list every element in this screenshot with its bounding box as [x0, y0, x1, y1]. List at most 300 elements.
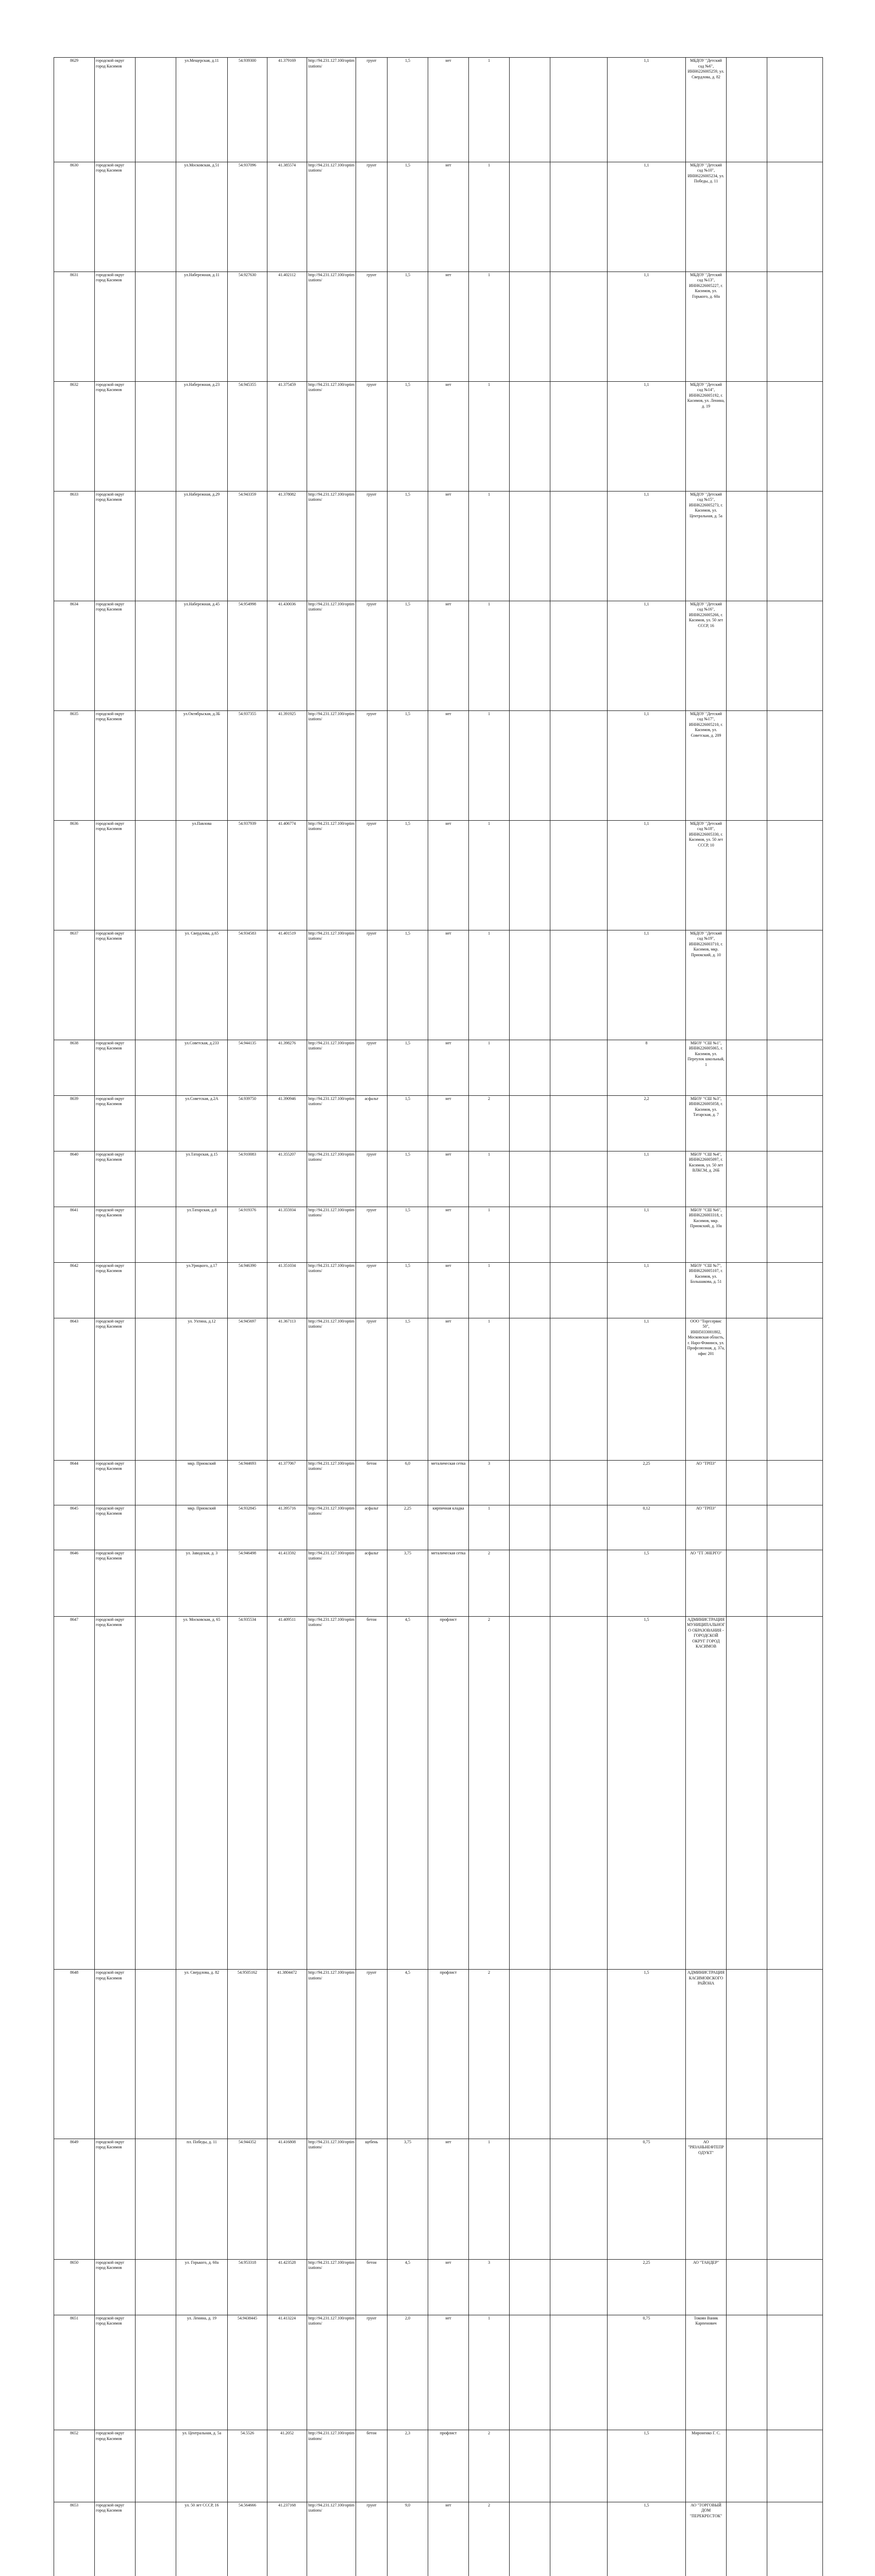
- empty-cell: [727, 1460, 767, 1505]
- latitude: 54.932845: [228, 1505, 267, 1550]
- person-name: [767, 272, 823, 381]
- empty-cell: [510, 1550, 550, 1616]
- address: ул.Октябрьская, д.3Б: [176, 710, 228, 820]
- fence-type: нет: [428, 58, 469, 162]
- map-link: http://94.231.127.100/optimizations/: [307, 1040, 356, 1095]
- map-link: http://94.231.127.100/optimizations/: [307, 58, 356, 162]
- container-count: 2: [469, 1616, 510, 1970]
- empty-cell: [550, 1262, 608, 1318]
- record-id: 8647: [54, 1616, 95, 1970]
- container-count: 2: [469, 1550, 510, 1616]
- empty-cell: [550, 1505, 608, 1550]
- empty-cell: [727, 491, 767, 601]
- longitude: 41.355934: [267, 1207, 307, 1262]
- fence-type: профлист: [428, 2430, 469, 2502]
- longitude: 41.367113: [267, 1318, 307, 1460]
- registry-table: [54, 57, 823, 2576]
- container-count: 1: [469, 1207, 510, 1262]
- address: ул.Татарская, д.15: [176, 1151, 228, 1207]
- address: ул. Ухтина, д.12: [176, 1318, 228, 1460]
- person-name: [767, 710, 823, 820]
- district-name: городской округ город Касимов: [95, 1095, 136, 1151]
- table-row: [54, 2315, 823, 2430]
- owner-details: МБДОУ "Детский сад №14", ИНН6226005192, г. Касимов, ул. Ленина, д. 19: [686, 381, 727, 491]
- empty-cell: [136, 2430, 176, 2502]
- fence-type: нет: [428, 2139, 469, 2259]
- empty-cell: [550, 162, 608, 272]
- fence-type: нет: [428, 1040, 469, 1095]
- address: ул.Татарская, д.8: [176, 1207, 228, 1262]
- area-value: 3,75: [388, 2139, 428, 2259]
- map-link: http://94.231.127.100/optimizations/: [307, 2259, 356, 2315]
- table-row: [54, 2259, 823, 2315]
- map-link: http://94.231.127.100/optimizations/: [307, 820, 356, 930]
- empty-cell: [136, 1262, 176, 1318]
- owner-details: АО "ТТ ЭНЕРГО": [686, 1550, 727, 1616]
- latitude: 54.564666: [228, 2502, 267, 2576]
- empty-cell: [727, 2315, 767, 2430]
- empty-cell: [727, 58, 767, 162]
- person-name: [767, 820, 823, 930]
- latitude: 54.944352: [228, 2139, 267, 2259]
- record-id: 8631: [54, 272, 95, 381]
- map-link: http://94.231.127.100/optimizations/: [307, 2430, 356, 2502]
- empty-cell: [136, 1616, 176, 1970]
- container-volume: 0,75: [608, 2315, 686, 2430]
- container-count: 1: [469, 491, 510, 601]
- empty-cell: [510, 1970, 550, 2139]
- map-link: http://94.231.127.100/optimizations/: [307, 2502, 356, 2576]
- latitude: 54.944135: [228, 1040, 267, 1095]
- container-volume: 0,75: [608, 2139, 686, 2259]
- empty-cell: [136, 1460, 176, 1505]
- surface-type: грунт: [356, 601, 388, 710]
- latitude: 54.5526: [228, 2430, 267, 2502]
- table-row: [54, 1970, 823, 2139]
- container-count: 1: [469, 601, 510, 710]
- empty-cell: [550, 1970, 608, 2139]
- owner-details: МБОУ "СШ №6", ИНН6226003318, г. Касимов, мкр. Приокский, д. 10а: [686, 1207, 727, 1262]
- person-name: [767, 58, 823, 162]
- table-row: [54, 1040, 823, 1095]
- record-id: 8653: [54, 2502, 95, 2576]
- area-value: 1,5: [388, 1040, 428, 1095]
- surface-type: грунт: [356, 2315, 388, 2430]
- empty-cell: [727, 2259, 767, 2315]
- empty-cell: [550, 1550, 608, 1616]
- surface-type: грунт: [356, 1970, 388, 2139]
- owner-details: АО "ТРПЗ": [686, 1460, 727, 1505]
- owner-details: МБДОУ "Детский сад №19", ИНН6226003710, г. Касимов, мкр. Приокский, д. 10: [686, 930, 727, 1040]
- record-id: 8639: [54, 1095, 95, 1151]
- area-value: 1,5: [388, 58, 428, 162]
- latitude: 54.910083: [228, 1151, 267, 1207]
- record-id: 8633: [54, 491, 95, 601]
- container-count: 1: [469, 58, 510, 162]
- empty-cell: [136, 2259, 176, 2315]
- empty-cell: [136, 601, 176, 710]
- map-link: http://94.231.127.100/optimizations/: [307, 601, 356, 710]
- longitude: 41.398276: [267, 1040, 307, 1095]
- empty-cell: [136, 820, 176, 930]
- surface-type: грунт: [356, 1040, 388, 1095]
- owner-details: МБДОУ "Детский сад №13", ИНН6226005227, г. Касимов, ул. Горького, д. 60а: [686, 272, 727, 381]
- fence-type: металическая сетка: [428, 1460, 469, 1505]
- map-link: http://94.231.127.100/optimizations/: [307, 491, 356, 601]
- empty-cell: [510, 2139, 550, 2259]
- table-row: [54, 491, 823, 601]
- longitude: 41.402112: [267, 272, 307, 381]
- empty-cell: [136, 381, 176, 491]
- area-value: 1,5: [388, 1095, 428, 1151]
- district-name: городской округ город Касимов: [95, 2315, 136, 2430]
- table-row: [54, 1505, 823, 1550]
- record-id: 8642: [54, 1262, 95, 1318]
- person-name: [767, 1970, 823, 2139]
- surface-type: асфальт: [356, 1095, 388, 1151]
- person-name: [767, 491, 823, 601]
- person-name: [767, 1151, 823, 1207]
- district-name: городской округ город Касимов: [95, 491, 136, 601]
- person-name: [767, 1460, 823, 1505]
- owner-details: МБДОУ "Детский сад №18", ИНН6226005330, г. Касимов, ул. 50 лет СССР, 10: [686, 820, 727, 930]
- surface-type: грунт: [356, 162, 388, 272]
- empty-cell: [510, 2315, 550, 2430]
- person-name: [767, 2315, 823, 2430]
- map-link: http://94.231.127.100/optimizations/: [307, 1151, 356, 1207]
- person-name: [767, 162, 823, 272]
- address: ул. Ленина, д. 19: [176, 2315, 228, 2430]
- record-id: 8641: [54, 1207, 95, 1262]
- latitude: 54.943359: [228, 491, 267, 601]
- area-value: 4,5: [388, 2259, 428, 2315]
- longitude: 41.385574: [267, 162, 307, 272]
- district-name: городской округ город Касимов: [95, 2502, 136, 2576]
- fence-type: нет: [428, 162, 469, 272]
- table-row: [54, 272, 823, 381]
- latitude: 54.934583: [228, 930, 267, 1040]
- empty-cell: [136, 1505, 176, 1550]
- empty-cell: [510, 1095, 550, 1151]
- empty-cell: [550, 2139, 608, 2259]
- latitude: 54.937096: [228, 162, 267, 272]
- latitude: 54.937939: [228, 820, 267, 930]
- fence-type: кирпичная кладка: [428, 1505, 469, 1550]
- table-row: [54, 1095, 823, 1151]
- empty-cell: [510, 1040, 550, 1095]
- area-value: 3,75: [388, 1550, 428, 1616]
- latitude: 54.927630: [228, 272, 267, 381]
- container-count: 1: [469, 710, 510, 820]
- container-volume: 1,5: [608, 2502, 686, 2576]
- map-link: http://94.231.127.100/optimizations/: [307, 2315, 356, 2430]
- table-row: [54, 1207, 823, 1262]
- record-id: 8646: [54, 1550, 95, 1616]
- owner-details: МБДОУ "Детский сад №17", ИНН6226005210, г. Касимов, ул. Советская, д. 209: [686, 710, 727, 820]
- empty-cell: [727, 1505, 767, 1550]
- district-name: городской округ город Касимов: [95, 1550, 136, 1616]
- container-volume: 1,1: [608, 58, 686, 162]
- fence-type: профлист: [428, 1970, 469, 2139]
- surface-type: асфальт: [356, 1550, 388, 1616]
- empty-cell: [136, 1207, 176, 1262]
- empty-cell: [550, 930, 608, 1040]
- longitude: 41.416808: [267, 2139, 307, 2259]
- latitude: 54.954998: [228, 601, 267, 710]
- table-row: [54, 1616, 823, 1970]
- record-id: 8643: [54, 1318, 95, 1460]
- fence-type: нет: [428, 710, 469, 820]
- fence-type: нет: [428, 381, 469, 491]
- record-id: 8644: [54, 1460, 95, 1505]
- fence-type: нет: [428, 930, 469, 1040]
- empty-cell: [727, 1151, 767, 1207]
- surface-type: грунт: [356, 710, 388, 820]
- fence-type: металическая сетка: [428, 1550, 469, 1616]
- address: ул.Набережная, д.11: [176, 272, 228, 381]
- empty-cell: [550, 491, 608, 601]
- map-link: http://94.231.127.100/optimizations/: [307, 1207, 356, 1262]
- container-count: 2: [469, 2430, 510, 2502]
- table-row: [54, 601, 823, 710]
- person-name: [767, 2502, 823, 2576]
- owner-details: МБОУ "СШ №3", ИНН6226005058, г. Касимов, ул. Татарская, д. 7: [686, 1095, 727, 1151]
- map-link: http://94.231.127.100/optimizations/: [307, 1616, 356, 1970]
- empty-cell: [727, 1207, 767, 1262]
- empty-cell: [550, 2430, 608, 2502]
- record-id: 8635: [54, 710, 95, 820]
- longitude: 41.391925: [267, 710, 307, 820]
- district-name: городской округ город Касимов: [95, 2139, 136, 2259]
- container-volume: 1,1: [608, 162, 686, 272]
- empty-cell: [136, 710, 176, 820]
- empty-cell: [136, 1318, 176, 1460]
- empty-cell: [550, 1318, 608, 1460]
- area-value: 1,5: [388, 1207, 428, 1262]
- fence-type: нет: [428, 1095, 469, 1151]
- latitude: 54.946390: [228, 1262, 267, 1318]
- container-count: 1: [469, 820, 510, 930]
- area-value: 4,5: [388, 1970, 428, 2139]
- empty-cell: [727, 1262, 767, 1318]
- map-link: http://94.231.127.100/optimizations/: [307, 1460, 356, 1505]
- fence-type: нет: [428, 1207, 469, 1262]
- empty-cell: [510, 1318, 550, 1460]
- empty-cell: [510, 272, 550, 381]
- container-count: 1: [469, 2139, 510, 2259]
- longitude: 41.379169: [267, 58, 307, 162]
- longitude: 41.2052: [267, 2430, 307, 2502]
- surface-type: грунт: [356, 1207, 388, 1262]
- area-value: 1,5: [388, 601, 428, 710]
- area-value: 1,5: [388, 491, 428, 601]
- table-row: [54, 58, 823, 162]
- container-volume: 1,1: [608, 710, 686, 820]
- address: ул. Свердлова, д. 82: [176, 1970, 228, 2139]
- container-count: 1: [469, 2315, 510, 2430]
- container-count: 1: [469, 381, 510, 491]
- record-id: 8632: [54, 381, 95, 491]
- area-value: 6,0: [388, 1460, 428, 1505]
- latitude: 54.9438445: [228, 2315, 267, 2430]
- latitude: 54.939750: [228, 1095, 267, 1151]
- area-value: 1,5: [388, 272, 428, 381]
- map-link: http://94.231.127.100/optimizations/: [307, 1970, 356, 2139]
- table-row: [54, 1151, 823, 1207]
- map-link: http://94.231.127.100/optimizations/: [307, 2139, 356, 2259]
- container-count: 1: [469, 1151, 510, 1207]
- latitude: 54.944693: [228, 1460, 267, 1505]
- fence-type: нет: [428, 272, 469, 381]
- empty-cell: [136, 930, 176, 1040]
- container-count: 2: [469, 2502, 510, 2576]
- fence-type: нет: [428, 601, 469, 710]
- empty-cell: [550, 272, 608, 381]
- map-link: http://94.231.127.100/optimizations/: [307, 710, 356, 820]
- empty-cell: [727, 1970, 767, 2139]
- surface-type: бетон: [356, 2259, 388, 2315]
- record-id: 8645: [54, 1505, 95, 1550]
- surface-type: бетон: [356, 2430, 388, 2502]
- district-name: городской округ город Касимов: [95, 2259, 136, 2315]
- owner-details: МБОУ "СШ №7", ИНН6226005107, г. Касимов, ул. Большакова, д. 51: [686, 1262, 727, 1318]
- container-count: 1: [469, 1505, 510, 1550]
- empty-cell: [727, 2139, 767, 2259]
- record-id: 8652: [54, 2430, 95, 2502]
- container-count: 1: [469, 1262, 510, 1318]
- table-row: [54, 1262, 823, 1318]
- empty-cell: [510, 162, 550, 272]
- record-id: 8651: [54, 2315, 95, 2430]
- surface-type: бетон: [356, 1616, 388, 1970]
- empty-cell: [510, 2502, 550, 2576]
- person-name: [767, 1616, 823, 1970]
- surface-type: бетон: [356, 1460, 388, 1505]
- person-name: [767, 2430, 823, 2502]
- map-link: http://94.231.127.100/optimizations/: [307, 1095, 356, 1151]
- person-name: [767, 381, 823, 491]
- table-row: [54, 930, 823, 1040]
- surface-type: грунт: [356, 272, 388, 381]
- container-volume: 1,1: [608, 930, 686, 1040]
- district-name: городской округ город Касимов: [95, 1970, 136, 2139]
- empty-cell: [510, 1460, 550, 1505]
- longitude: 41.430036: [267, 601, 307, 710]
- empty-cell: [510, 1207, 550, 1262]
- latitude: 54.919376: [228, 1207, 267, 1262]
- latitude: 54.953318: [228, 2259, 267, 2315]
- surface-type: грунт: [356, 1262, 388, 1318]
- container-volume: 1,1: [608, 601, 686, 710]
- address: ул.Набережная, д.45: [176, 601, 228, 710]
- person-name: [767, 1207, 823, 1262]
- table-row: [54, 162, 823, 272]
- person-name: [767, 1040, 823, 1095]
- empty-cell: [550, 601, 608, 710]
- district-name: городской округ город Касимов: [95, 1040, 136, 1095]
- container-volume: 2,25: [608, 1460, 686, 1505]
- empty-cell: [727, 1318, 767, 1460]
- longitude: 41.390946: [267, 1095, 307, 1151]
- empty-cell: [136, 2139, 176, 2259]
- longitude: 41.377067: [267, 1460, 307, 1505]
- empty-cell: [510, 1262, 550, 1318]
- address: ул. Московская, д. 65: [176, 1616, 228, 1970]
- district-name: городской округ город Касимов: [95, 710, 136, 820]
- empty-cell: [727, 820, 767, 930]
- container-volume: 1,1: [608, 1318, 686, 1460]
- address: ул.Советская, д.2А: [176, 1095, 228, 1151]
- longitude: 41.395716: [267, 1505, 307, 1550]
- district-name: городской округ город Касимов: [95, 272, 136, 381]
- person-name: [767, 1318, 823, 1460]
- latitude: 54.937355: [228, 710, 267, 820]
- fence-type: нет: [428, 2259, 469, 2315]
- latitude: 54.945697: [228, 1318, 267, 1460]
- table-row: [54, 2139, 823, 2259]
- table-row: [54, 1318, 823, 1460]
- table-row: [54, 2502, 823, 2576]
- empty-cell: [727, 1550, 767, 1616]
- map-link: http://94.231.127.100/optimizations/: [307, 1550, 356, 1616]
- empty-cell: [727, 1040, 767, 1095]
- empty-cell: [727, 601, 767, 710]
- container-volume: 1,1: [608, 1262, 686, 1318]
- area-value: 2,3: [388, 2430, 428, 2502]
- fence-type: нет: [428, 1318, 469, 1460]
- owner-details: МБДОУ "Детский сад №15", ИНН6226005273, г. Касимов, ул. Центральная, д. 5а: [686, 491, 727, 601]
- container-volume: 1,5: [608, 2430, 686, 2502]
- address: мкр. Приокский: [176, 1460, 228, 1505]
- table-row: [54, 381, 823, 491]
- owner-details: АДМИНИСТРАЦИЯ МУНИЦИПАЛЬНОГО ОБРАЗОВАНИЯ - ГОРОДСКОЙ ОКРУГ ГОРОД КАСИМОВ: [686, 1616, 727, 1970]
- map-link: http://94.231.127.100/optimizations/: [307, 272, 356, 381]
- empty-cell: [550, 1151, 608, 1207]
- container-count: 1: [469, 930, 510, 1040]
- address: ул. 50 лет СССР, 16: [176, 2502, 228, 2576]
- container-volume: 1,1: [608, 820, 686, 930]
- person-name: [767, 1262, 823, 1318]
- surface-type: грунт: [356, 930, 388, 1040]
- empty-cell: [136, 272, 176, 381]
- surface-type: грунт: [356, 1151, 388, 1207]
- map-link: http://94.231.127.100/optimizations/: [307, 1318, 356, 1460]
- district-name: городской округ город Касимов: [95, 930, 136, 1040]
- address: ул.Мещерская, д.11: [176, 58, 228, 162]
- container-volume: 1,1: [608, 1151, 686, 1207]
- area-value: 4,5: [388, 1616, 428, 1970]
- longitude: 41.375459: [267, 381, 307, 491]
- owner-details: АО "ТРПЗ": [686, 1505, 727, 1550]
- area-value: 1,5: [388, 820, 428, 930]
- empty-cell: [550, 710, 608, 820]
- container-count: 1: [469, 162, 510, 272]
- longitude: 41.413592: [267, 1550, 307, 1616]
- empty-cell: [727, 2502, 767, 2576]
- empty-cell: [136, 2315, 176, 2430]
- address: ул. Заводская, д. 3: [176, 1550, 228, 1616]
- owner-details: МБДОУ "Детский сад №16", ИНН6226005266, г. Касимов, ул. 50 лет СССР, 16: [686, 601, 727, 710]
- district-name: городской округ город Касимов: [95, 1262, 136, 1318]
- address: ул. Свердлова, д.65: [176, 930, 228, 1040]
- area-value: 1,5: [388, 381, 428, 491]
- container-volume: 1,1: [608, 272, 686, 381]
- district-name: городской округ город Касимов: [95, 601, 136, 710]
- container-volume: 2,25: [608, 2259, 686, 2315]
- empty-cell: [550, 1095, 608, 1151]
- area-value: 2,25: [388, 1505, 428, 1550]
- longitude: 41.378082: [267, 491, 307, 601]
